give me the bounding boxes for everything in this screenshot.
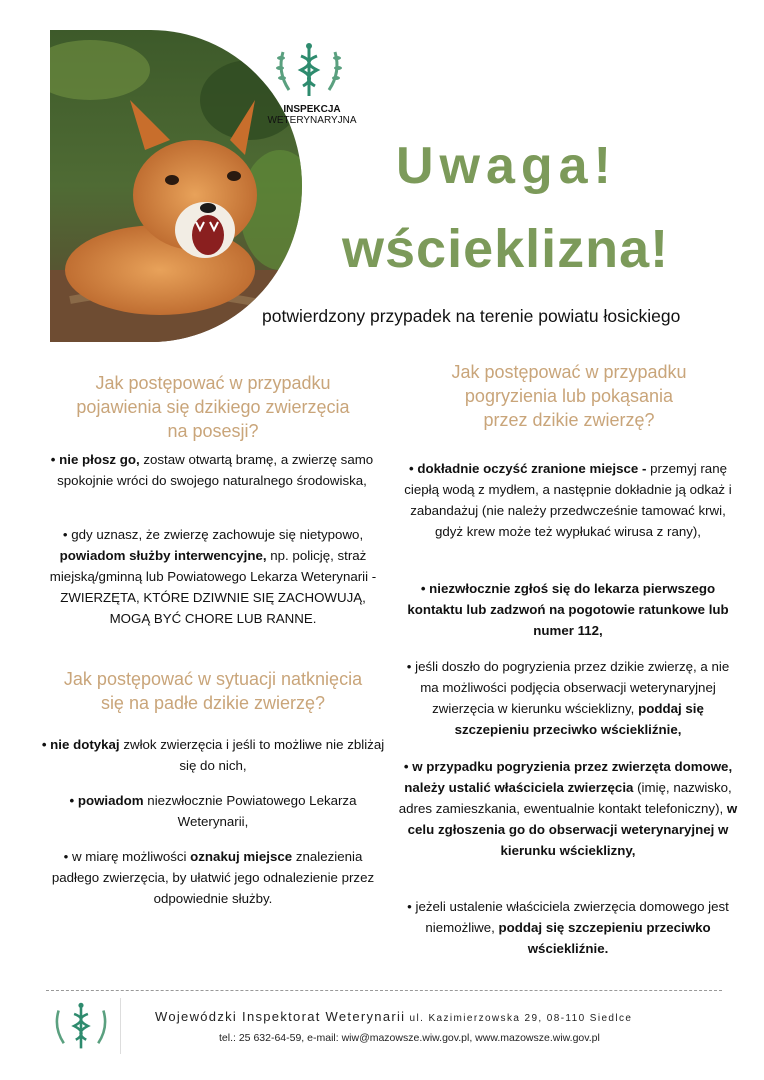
- question-line: Jak postępować w przypadku: [451, 362, 687, 382]
- advice-see-doctor: [398, 578, 738, 641]
- advice-text: niezwłocznie Powiatowego Lekarza Weterynarii,: [143, 793, 357, 829]
- advice-bold: powiadom służby interwencyjne,: [59, 548, 267, 563]
- advice-clean-wound: [398, 458, 738, 542]
- advice-vaccinate: [396, 656, 740, 740]
- advice-owner-unknown: [396, 896, 740, 959]
- advice-text: zostaw otwartą bramę, a zwierzę samo spokojnie wróci do swojego naturalnego środowiska,: [57, 452, 374, 488]
- organization-address: ul. Kazimierzowska 29, 08-110 Siedlce: [405, 1013, 633, 1024]
- footer-divider: [46, 990, 722, 991]
- advice-text: zwłok zwierzęcia i jeśli to możliwe nie zbliżaj się do nich,: [119, 737, 385, 773]
- advice-bold: w celu zgłoszenia go do obserwacji weterynaryjnej w kierunku wścieklizny,: [407, 801, 738, 858]
- question-line: przez dzikie zwierzę?: [483, 410, 655, 430]
- advice-bold: • powiadom: [69, 793, 144, 808]
- logo-line-1: INSPEKCJA: [283, 104, 341, 115]
- advice-text: • jeżeli ustalenie właściciela zwierzęcia domowego jest niemożliwe,: [407, 899, 729, 935]
- advice-find-owner: [396, 756, 740, 861]
- footer-contact: tel.: 25 632-64-59, e-mail: wiw@mazowsze.wiw.gov.pl, www.mazowsze.wiw.gov.pl: [219, 1032, 600, 1044]
- advice-dont-touch: [40, 734, 386, 776]
- organization-name: Wojewódzki Inspektorat Weterynarii: [155, 1009, 406, 1024]
- advice-text: np. policję, straż miejską/gminną lub Powiatowego Lekarza Weterynarii - ZWIERZĘTA, KTÓRE DZIWNIE SIĘ ZACHOWUJĄ, MOGĄ BYĆ CHORE LUB RANNE.: [49, 548, 377, 626]
- caduceus-icon: [273, 38, 345, 102]
- advice-bold: • dokładnie oczyść zranione miejsce -: [409, 461, 651, 476]
- footer-logo: [50, 998, 112, 1054]
- advice-text: • gdy uznasz, że zwierzę zachowuje się nietypowo,: [62, 527, 364, 542]
- question-line: się na padłe dzikie zwierzę?: [100, 693, 326, 713]
- advice-mark-place: [40, 846, 386, 909]
- advice-bold: • w przypadku pogryzienia przez zwierzęta domowe, należy ustalić właściciela zwierzęcia: [403, 759, 733, 795]
- logo-line-2: WETERYNARYJNA: [267, 115, 357, 126]
- advice-text: • w miarę możliwości: [63, 849, 191, 864]
- advice-notify-services: [40, 524, 386, 629]
- footer-organization: [155, 1009, 632, 1024]
- question-dead-animal: [40, 667, 386, 715]
- footer-separator: [120, 998, 121, 1054]
- question-line: Jak postępować w sytuacji natknięcia: [63, 669, 363, 689]
- question-line: Jak postępować w przypadku: [95, 373, 331, 393]
- advice-bold: oznakuj miejsce: [190, 849, 293, 864]
- question-wild-animal-on-property: [40, 371, 386, 443]
- question-bitten: [396, 360, 742, 432]
- advice-notify-vet: [40, 790, 386, 832]
- advice-bold: • nie dotykaj: [41, 737, 120, 752]
- advice-text: znalezienia padłego zwierzęcia, by ułatwić jego odnalezienie przez odpowiednie służby.: [51, 849, 375, 906]
- logo-text: [252, 104, 372, 126]
- question-line: pogryzienia lub pokąsania: [464, 386, 674, 406]
- question-line: na posesji?: [167, 421, 259, 441]
- advice-text: (imię, nazwisko, adres zamieszkania, ewentualnie kontakt telefoniczny),: [398, 780, 732, 816]
- advice-bold: poddaj się szczepieniu przeciwko wściekliźnie,: [454, 701, 704, 737]
- advice-bold: • niezwłocznie zgłoś się do lekarza pierwszego kontaktu lub zadzwoń na pogotowie ratunkowe lub numer 112,: [407, 581, 729, 638]
- advice-text: przemyj ranę ciepłą wodą z mydłem, a następnie dokładnie ją odkaż i zabandażuj (nie należy przedwcześnie tamować krwi, gdyż krew może też wypłukać wirusa z rany),: [404, 461, 732, 539]
- headline-rabies: wścieklizna!: [342, 219, 670, 279]
- advice-dont-scare: [34, 449, 390, 491]
- fox-photo: [50, 30, 302, 342]
- advice-bold: • nie płosz go,: [50, 452, 140, 467]
- question-line: pojawienia się dzikiego zwierzęcia: [76, 397, 350, 417]
- advice-bold: poddaj się szczepieniu przeciwko wściekliźnie.: [498, 920, 711, 956]
- inspekcja-logo: [273, 38, 345, 107]
- headline-warning: Uwaga!: [396, 137, 617, 195]
- caduceus-icon: [50, 998, 112, 1054]
- advice-text: • jeśli doszło do pogryzienia przez dzikie zwierzę, a nie ma możliwości podjęcia obserwacji weterynaryjnej zwierzęcia w kierunku wścieklizny,: [406, 659, 730, 716]
- subtitle: potwierdzony przypadek na terenie powiatu łosickiego: [262, 306, 681, 326]
